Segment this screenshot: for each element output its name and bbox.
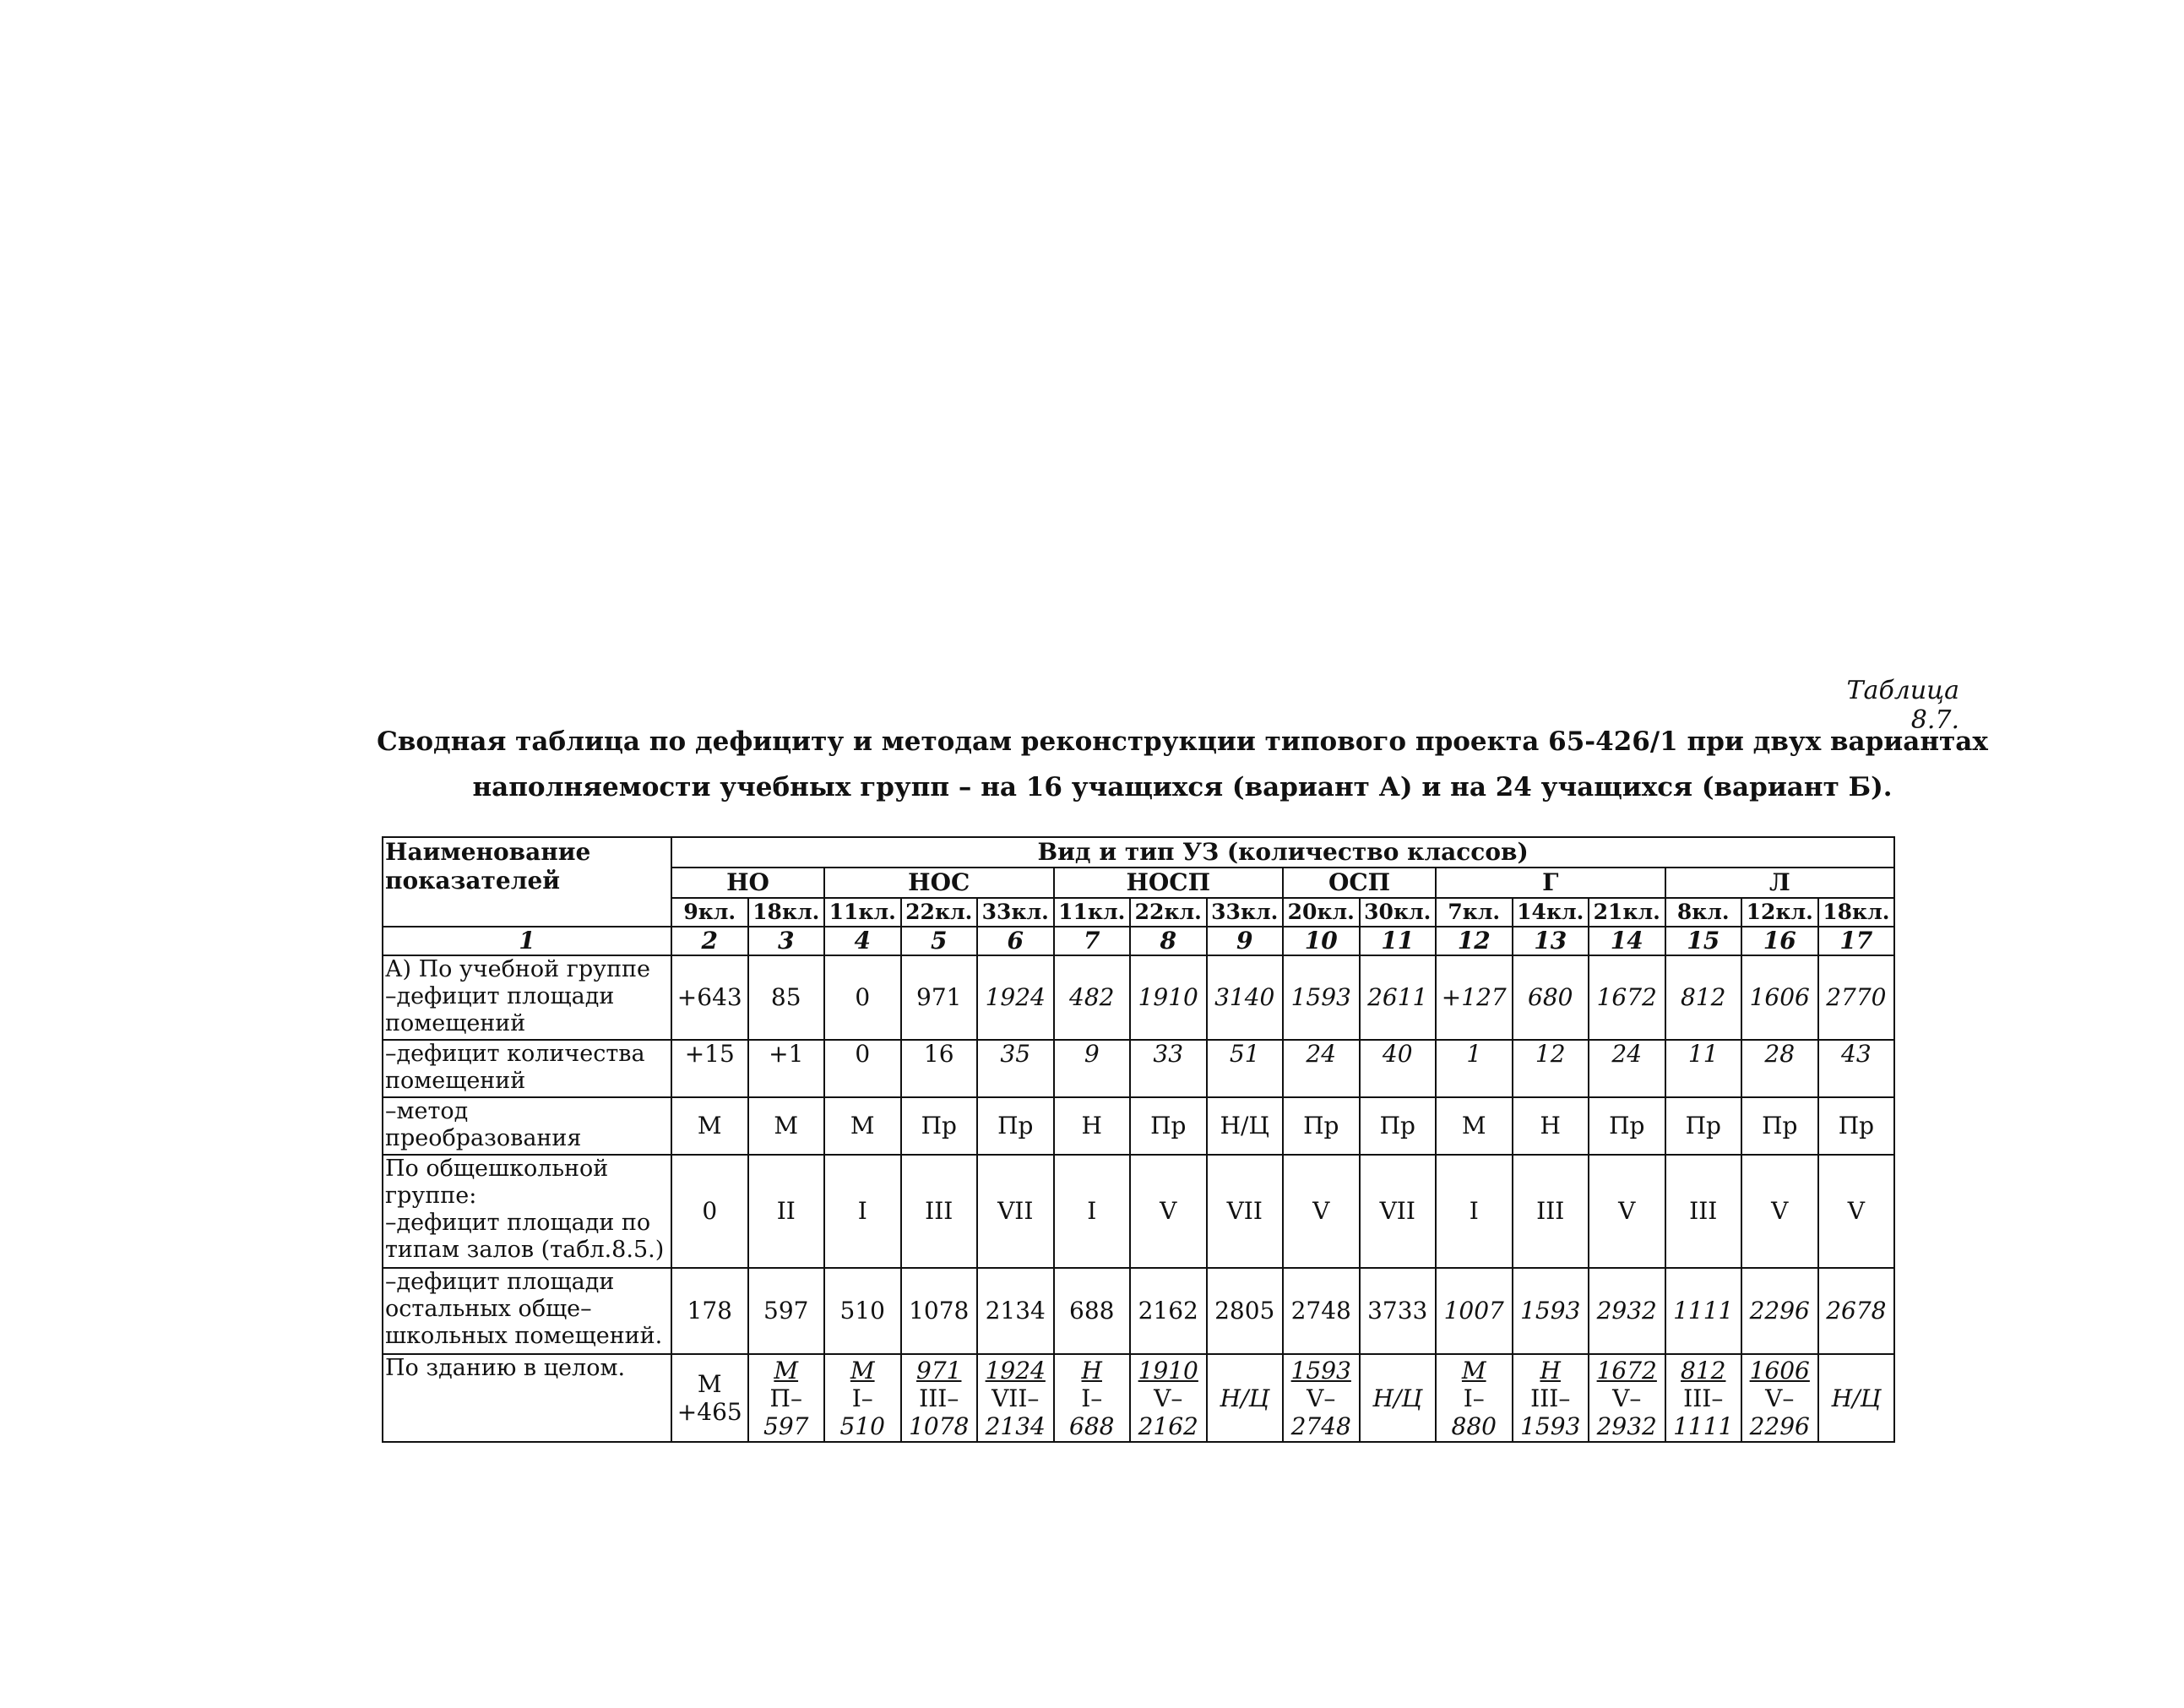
- value-cell: +15: [671, 1040, 748, 1097]
- header-span-title: Вид и тип УЗ (количество классов): [671, 837, 1894, 868]
- building-value-line: V–: [1765, 1384, 1795, 1412]
- value-cell: 0: [671, 1155, 748, 1268]
- building-value-cell: [901, 1354, 978, 1442]
- header-row-numbers: [383, 927, 1894, 955]
- value-cell: М: [1436, 1097, 1513, 1155]
- value-cell: 9: [1054, 1040, 1131, 1097]
- building-value-line: Н/Ц: [1831, 1384, 1881, 1412]
- column-number-cell: 3: [748, 927, 825, 955]
- value-cell: 178: [671, 1268, 748, 1354]
- data-row: [383, 1155, 1894, 1268]
- value-cell: 16: [901, 1040, 978, 1097]
- value-cell: Пр: [1360, 1097, 1437, 1155]
- class-header-cell: 14кл.: [1513, 898, 1589, 927]
- value-cell: III: [901, 1155, 978, 1268]
- class-header-cell: 11кл.: [1054, 898, 1131, 927]
- value-cell: М: [824, 1097, 901, 1155]
- value-cell: 2805: [1207, 1268, 1284, 1354]
- column-number-cell: 9: [1207, 927, 1284, 955]
- building-value-cell: [671, 1354, 748, 1442]
- column-number-cell: 6: [977, 927, 1054, 955]
- value-cell: +1: [748, 1040, 825, 1097]
- value-cell: 24: [1283, 1040, 1360, 1097]
- value-cell: Н: [1513, 1097, 1589, 1155]
- row-name-line: –дефицит площади по: [385, 1210, 651, 1236]
- row-name-cell: [383, 1268, 671, 1354]
- column-number-cell: 13: [1513, 927, 1589, 955]
- building-value-line: 2748: [1290, 1412, 1351, 1440]
- value-cell: 1593: [1283, 955, 1360, 1040]
- value-cell: I: [1436, 1155, 1513, 1268]
- value-cell: 971: [901, 955, 978, 1040]
- building-value-line: Н/Ц: [1372, 1384, 1422, 1412]
- data-row: [383, 1268, 1894, 1354]
- column-number-cell: 12: [1436, 927, 1513, 955]
- row-name-line: школьных помещений.: [385, 1323, 663, 1349]
- type-header-no: НО: [671, 868, 824, 898]
- value-cell: V: [1130, 1155, 1207, 1268]
- building-value-cell: [1283, 1354, 1360, 1442]
- building-value-cell: [1360, 1354, 1437, 1442]
- data-row: [383, 1040, 1894, 1097]
- class-header-cell: 30кл.: [1360, 898, 1437, 927]
- value-cell: Пр: [1130, 1097, 1207, 1155]
- row-name-line: группе:: [385, 1183, 477, 1209]
- row-name-cell: По зданию в целом.: [383, 1354, 671, 1442]
- building-value-cell: [1589, 1354, 1665, 1442]
- value-cell: 3733: [1360, 1268, 1437, 1354]
- value-cell: 43: [1818, 1040, 1895, 1097]
- value-cell: Н: [1054, 1097, 1131, 1155]
- value-cell: III: [1513, 1155, 1589, 1268]
- column-number-cell: 1: [383, 927, 671, 955]
- value-cell: М: [671, 1097, 748, 1155]
- building-value-line: V–: [1307, 1384, 1336, 1412]
- value-cell: VII: [977, 1155, 1054, 1268]
- column-number-cell: 5: [901, 927, 978, 955]
- class-header-cell: 12кл.: [1741, 898, 1818, 927]
- value-cell: 1007: [1436, 1268, 1513, 1354]
- building-value-line: Н/Ц: [1220, 1384, 1269, 1412]
- value-cell: 51: [1207, 1040, 1284, 1097]
- value-cell: 1593: [1513, 1268, 1589, 1354]
- building-value-line: 688: [1069, 1412, 1115, 1440]
- value-cell: 1910: [1130, 955, 1207, 1040]
- value-cell: 1111: [1665, 1268, 1742, 1354]
- row-name-line: помещений: [385, 1068, 526, 1094]
- building-value-line: 2932: [1596, 1412, 1657, 1440]
- value-cell: Пр: [1741, 1097, 1818, 1155]
- building-value-line: Н: [1540, 1356, 1561, 1384]
- column-number-cell: 7: [1054, 927, 1131, 955]
- building-value-line: Н: [1081, 1356, 1102, 1384]
- value-cell: Н/Ц: [1207, 1097, 1284, 1155]
- column-number-cell: 11: [1360, 927, 1437, 955]
- column-number-cell: 17: [1818, 927, 1895, 955]
- building-value-cell: [1436, 1354, 1513, 1442]
- type-header-l: Л: [1665, 868, 1895, 898]
- building-value-line: 1593: [1290, 1356, 1351, 1384]
- value-cell: 597: [748, 1268, 825, 1354]
- row-name-line: –метод: [385, 1098, 469, 1124]
- value-cell: 12: [1513, 1040, 1589, 1097]
- type-header-osp: ОСП: [1283, 868, 1436, 898]
- value-cell: V: [1741, 1155, 1818, 1268]
- row-name-line: помещений: [385, 1010, 526, 1036]
- value-cell: 510: [824, 1268, 901, 1354]
- value-cell: Пр: [977, 1097, 1054, 1155]
- building-value-line: +465: [676, 1398, 742, 1426]
- class-header-cell: 8кл.: [1665, 898, 1742, 927]
- building-value-line: 1606: [1749, 1356, 1810, 1384]
- building-value-line: 1111: [1673, 1412, 1734, 1440]
- row-name-cell: [383, 1040, 671, 1097]
- header-row-span: [383, 837, 1894, 868]
- value-cell: VII: [1207, 1155, 1284, 1268]
- building-value-line: П–: [769, 1384, 802, 1412]
- value-cell: 2770: [1818, 955, 1895, 1040]
- building-value-line: III–: [1530, 1384, 1571, 1412]
- value-cell: 3140: [1207, 955, 1284, 1040]
- building-value-line: М: [850, 1356, 875, 1384]
- class-header-cell: 22кл.: [1130, 898, 1207, 927]
- value-cell: 40: [1360, 1040, 1437, 1097]
- value-cell: +127: [1436, 955, 1513, 1040]
- column-number-cell: 8: [1130, 927, 1207, 955]
- class-header-cell: 7кл.: [1436, 898, 1513, 927]
- building-value-line: 971: [916, 1356, 962, 1384]
- building-value-line: М: [1461, 1356, 1486, 1384]
- building-value-line: 812: [1681, 1356, 1726, 1384]
- building-value-line: 1910: [1138, 1356, 1198, 1384]
- value-cell: 1672: [1589, 955, 1665, 1040]
- value-cell: 812: [1665, 955, 1742, 1040]
- row-name-line: –дефицит площади: [385, 1269, 615, 1295]
- value-cell: 1: [1436, 1040, 1513, 1097]
- building-row: [383, 1354, 1894, 1442]
- building-value-line: 2162: [1138, 1412, 1198, 1440]
- class-header-cell: 20кл.: [1283, 898, 1360, 927]
- value-cell: V: [1283, 1155, 1360, 1268]
- building-value-cell: [1741, 1354, 1818, 1442]
- value-cell: 24: [1589, 1040, 1665, 1097]
- building-value-cell: [1054, 1354, 1131, 1442]
- data-row: [383, 955, 1894, 1040]
- header-name-cell: Наименование показателей: [383, 837, 671, 927]
- row-name-line: –дефицит площади: [385, 983, 615, 1009]
- building-value-line: V–: [1612, 1384, 1642, 1412]
- class-header-cell: 18кл.: [748, 898, 825, 927]
- building-value-cell: [1130, 1354, 1207, 1442]
- row-name-cell: [383, 1155, 671, 1268]
- value-cell: 28: [1741, 1040, 1818, 1097]
- value-cell: 2134: [977, 1268, 1054, 1354]
- value-cell: 2748: [1283, 1268, 1360, 1354]
- value-cell: VII: [1360, 1155, 1437, 1268]
- value-cell: 2162: [1130, 1268, 1207, 1354]
- building-value-line: 1924: [985, 1356, 1046, 1384]
- building-value-line: 1593: [1520, 1412, 1581, 1440]
- row-name-line: типам залов (табл.8.5.): [385, 1237, 665, 1263]
- column-number-cell: 14: [1589, 927, 1665, 955]
- building-value-line: V–: [1154, 1384, 1183, 1412]
- row-name-cell: [383, 1097, 671, 1155]
- building-value-cell: [1818, 1354, 1895, 1442]
- table-caption-label: Таблица 8.7.: [1846, 676, 1959, 735]
- class-header-cell: 18кл.: [1818, 898, 1895, 927]
- building-value-line: 1672: [1596, 1356, 1657, 1384]
- column-number-cell: 4: [824, 927, 901, 955]
- class-header-cell: 9кл.: [671, 898, 748, 927]
- value-cell: М: [748, 1097, 825, 1155]
- value-cell: I: [824, 1155, 901, 1268]
- row-name-cell: [383, 955, 671, 1040]
- value-cell: 1078: [901, 1268, 978, 1354]
- value-cell: V: [1589, 1155, 1665, 1268]
- type-header-g: Г: [1436, 868, 1665, 898]
- value-cell: 482: [1054, 955, 1131, 1040]
- building-value-line: III–: [919, 1384, 959, 1412]
- class-header-cell: 11кл.: [824, 898, 901, 927]
- value-cell: 688: [1054, 1268, 1131, 1354]
- building-value-cell: [824, 1354, 901, 1442]
- value-cell: 33: [1130, 1040, 1207, 1097]
- building-value-line: М: [774, 1356, 799, 1384]
- building-value-line: I–: [1463, 1384, 1485, 1412]
- value-cell: Пр: [1589, 1097, 1665, 1155]
- row-name-line: А) По учебной группе: [385, 956, 651, 982]
- column-number-cell: 10: [1283, 927, 1360, 955]
- column-number-cell: 15: [1665, 927, 1742, 955]
- value-cell: 85: [748, 955, 825, 1040]
- data-row: [383, 1097, 1894, 1155]
- building-value-cell: [1513, 1354, 1589, 1442]
- value-cell: 2932: [1589, 1268, 1665, 1354]
- value-cell: III: [1665, 1155, 1742, 1268]
- table-title-line-1: Сводная таблица по дефициту и методам реконструкции типового проекта 65-426/1 при двух вариантах: [377, 726, 1988, 757]
- building-value-line: I–: [851, 1384, 873, 1412]
- value-cell: +643: [671, 955, 748, 1040]
- building-value-line: 597: [763, 1412, 809, 1440]
- building-value-line: 2134: [985, 1412, 1046, 1440]
- value-cell: Пр: [1665, 1097, 1742, 1155]
- row-name-line: –дефицит количества: [385, 1041, 645, 1067]
- value-cell: 2678: [1818, 1268, 1895, 1354]
- value-cell: 2611: [1360, 955, 1437, 1040]
- value-cell: Пр: [1818, 1097, 1895, 1155]
- building-value-cell: [748, 1354, 825, 1442]
- type-header-nos: НОС: [824, 868, 1054, 898]
- building-value-line: I–: [1081, 1384, 1103, 1412]
- row-name-line: По общешкольной: [385, 1156, 609, 1182]
- value-cell: 1924: [977, 955, 1054, 1040]
- building-value-cell: [977, 1354, 1054, 1442]
- value-cell: 0: [824, 955, 901, 1040]
- value-cell: 1606: [1741, 955, 1818, 1040]
- value-cell: Пр: [901, 1097, 978, 1155]
- value-cell: Пр: [1283, 1097, 1360, 1155]
- value-cell: 0: [824, 1040, 901, 1097]
- building-value-line: 880: [1451, 1412, 1497, 1440]
- class-header-cell: 22кл.: [901, 898, 978, 927]
- value-cell: II: [748, 1155, 825, 1268]
- value-cell: I: [1054, 1155, 1131, 1268]
- type-header-nosp: НОСП: [1054, 868, 1284, 898]
- building-value-line: 2296: [1749, 1412, 1810, 1440]
- class-header-cell: 21кл.: [1589, 898, 1665, 927]
- table-title-line-2: наполняемости учебных групп – на 16 учащихся (вариант А) и на 24 учащихся (вариант Б).: [472, 772, 1893, 802]
- value-cell: 11: [1665, 1040, 1742, 1097]
- value-cell: 680: [1513, 955, 1589, 1040]
- building-value-line: М: [697, 1370, 722, 1398]
- row-name-line: преобразования: [385, 1125, 582, 1151]
- row-name-line: остальных обще–: [385, 1296, 592, 1322]
- building-value-cell: [1665, 1354, 1742, 1442]
- value-cell: V: [1818, 1155, 1895, 1268]
- class-header-cell: 33кл.: [977, 898, 1054, 927]
- summary-table: [382, 836, 1895, 1443]
- building-value-line: VII–: [991, 1384, 1040, 1412]
- column-number-cell: 16: [1741, 927, 1818, 955]
- column-number-cell: 2: [671, 927, 748, 955]
- class-header-cell: 33кл.: [1207, 898, 1284, 927]
- building-value-line: 1078: [909, 1412, 970, 1440]
- building-value-line: 510: [839, 1412, 885, 1440]
- value-cell: 35: [977, 1040, 1054, 1097]
- value-cell: 2296: [1741, 1268, 1818, 1354]
- building-value-line: III–: [1683, 1384, 1724, 1412]
- building-value-cell: [1207, 1354, 1284, 1442]
